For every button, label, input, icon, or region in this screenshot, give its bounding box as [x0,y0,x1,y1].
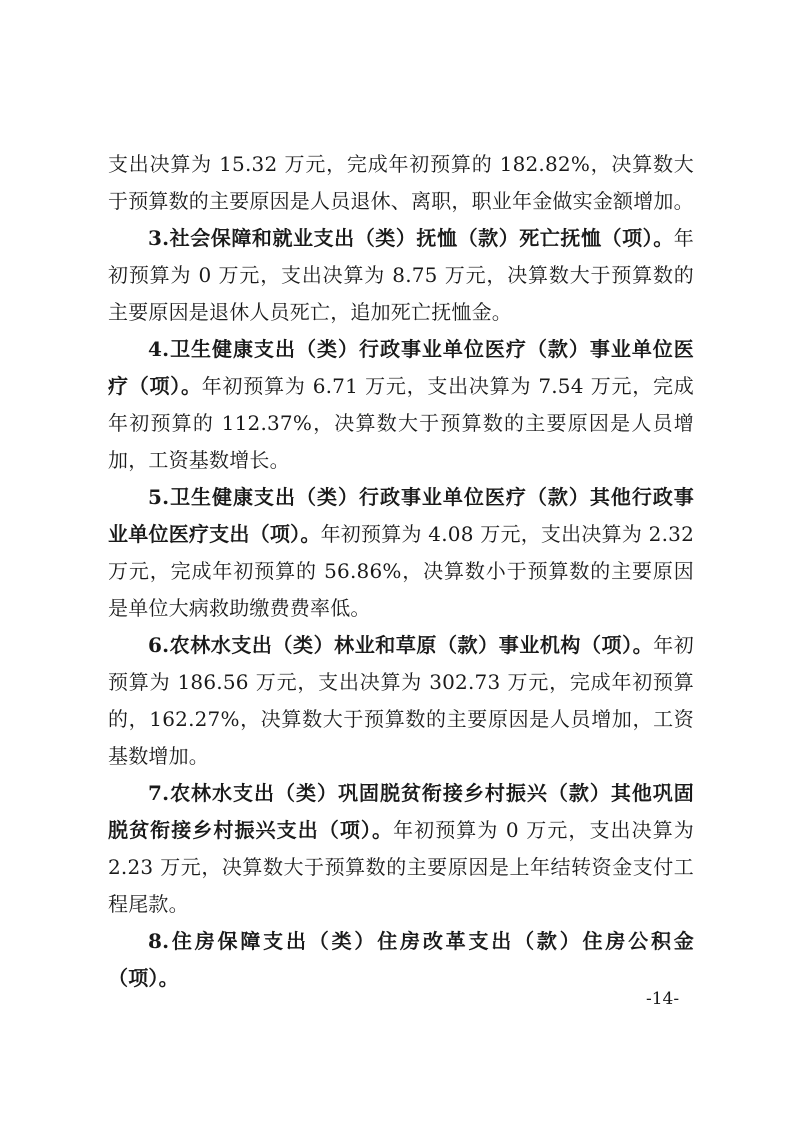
page-number: -14- [646,989,680,1009]
paragraph-4-heading: 5.卫生健康支出（类）行政事业单位医疗（款）其他行政事业单位医疗支出（项）。 [108,485,694,546]
paragraph-1-text: 支出决算为 15.32 万元，完成年初预算的 182.82%，决算数大于预算数的主要原因是人员退休、离职，职业年金做实金额增加。 [108,152,694,213]
paragraph-4 [108,479,694,627]
paragraph-3-text: 年初预算为 6.71 万元，支出决算为 7.54 万元，完成年初预算的 112.37%，决算数大于预算数的主要原因是人员增加，工资基数增长。 [108,374,695,472]
paragraph-3 [108,331,694,479]
paragraph-7 [108,923,694,997]
paragraph-5-heading: 6.农林水支出（类）林业和草原（款）事业机构（项）。 [148,633,654,657]
paragraph-5 [108,627,694,775]
paragraph-6-heading: 7.农林水支出（类）巩固脱贫衔接乡村振兴（款）其他巩固脱贫衔接乡村振兴支出（项）。 [108,781,694,842]
paragraph-2-text: 年初预算为 0 万元，支出决算为 8.75 万元，决算数大于预算数的主要原因是退休人员死亡，追加死亡抚恤金。 [108,226,694,324]
paragraph-6-text: 年初预算为 0 万元，支出决算为 2.23 万元，决算数大于预算数的主要原因是上年结转资金支付工程尾款。 [108,818,694,916]
paragraph-6 [108,775,694,923]
paragraph-2 [108,220,694,331]
paragraph-4-text: 年初预算为 4.08 万元，支出决算为 2.32 万元，完成年初预算的 56.86%，决算数小于预算数的主要原因是单位大病救助缴费费率低。 [108,522,695,620]
paragraph-1 [108,146,694,220]
paragraph-2-heading: 3.社会保障和就业支出（类）抚恤（款）死亡抚恤（项）。 [148,226,674,250]
paragraph-3-heading: 4.卫生健康支出（类）行政事业单位医疗（款）事业单位医疗（项）。 [108,337,694,398]
paragraph-7-heading: 8.住房保障支出（类）住房改革支出（款）住房公积金（项）。 [108,929,694,990]
paragraph-5-text: 年初预算为 186.56 万元，支出决算为 302.73 万元，完成年初预算的，162.27%，决算数大于预算数的主要原因是人员增加，工资基数增加。 [108,633,694,768]
document-body [108,146,694,997]
